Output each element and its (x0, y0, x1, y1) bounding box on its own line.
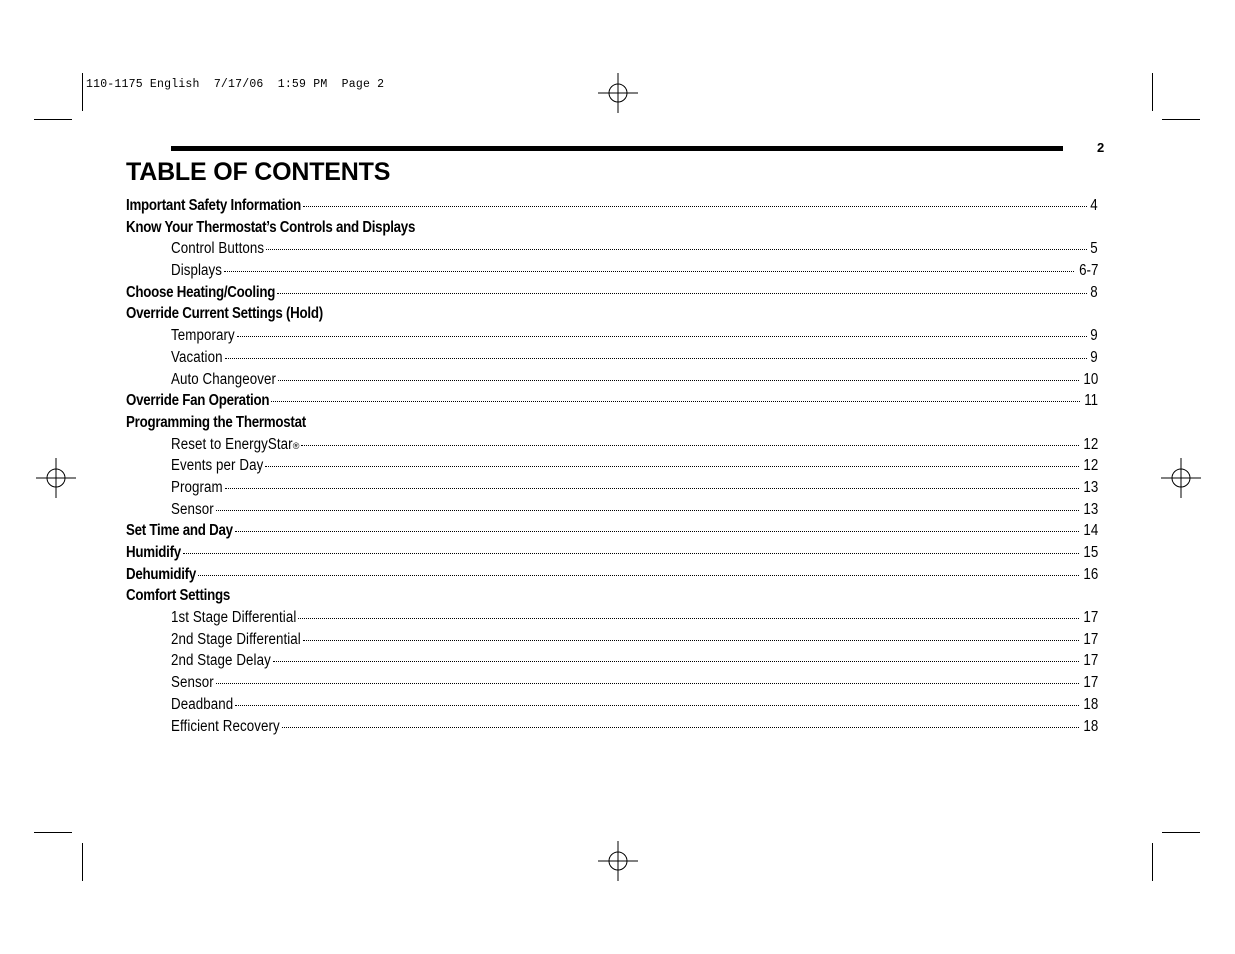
crop-mark-top-right-horizontal (1162, 119, 1200, 120)
dot-leader (282, 726, 1079, 728)
toc-entry-label: Displays (171, 262, 223, 280)
toc-entry-page: 17 (1083, 630, 1098, 648)
toc-entry (126, 520, 1098, 542)
toc-entry (126, 238, 1098, 260)
toc-entry (126, 282, 1098, 304)
dot-leader (266, 248, 1087, 250)
toc-entry (126, 499, 1098, 521)
toc-entry (126, 672, 1098, 694)
toc-entry-page: 12 (1083, 457, 1098, 475)
toc-entry-label: Temporary (171, 327, 235, 345)
toc-entry (126, 585, 1098, 607)
registration-mark-bottom-icon (598, 841, 638, 881)
toc-entry-page: 6-7 (1078, 262, 1098, 280)
header-rule (171, 146, 1063, 151)
dot-leader (265, 465, 1078, 467)
crop-mark-top-right-vertical (1152, 73, 1153, 111)
toc-entry-page: 10 (1083, 370, 1098, 388)
toc-entry-label: Deadband (171, 695, 234, 713)
dot-leader (303, 639, 1079, 641)
dot-leader (273, 660, 1079, 662)
toc-entry-page: 15 (1083, 544, 1098, 561)
registration-mark-top-icon (598, 73, 638, 113)
crop-mark-top-left-horizontal (34, 119, 72, 120)
toc-entry-page: 16 (1083, 565, 1098, 583)
toc-entry-page: 13 (1083, 478, 1098, 496)
registration-mark-left-icon (36, 458, 76, 498)
toc-entry (126, 260, 1098, 282)
toc-entry (126, 455, 1098, 477)
dot-leader (216, 682, 1079, 684)
toc-entry (126, 629, 1098, 651)
dot-leader (278, 379, 1079, 381)
crop-mark-bottom-right-vertical (1152, 843, 1153, 881)
dot-leader (198, 574, 1079, 576)
dot-leader (235, 530, 1079, 532)
toc-entry (126, 195, 1098, 217)
toc-entry (126, 217, 1098, 239)
print-slug: 110-1175 English 7/17/06 1:59 PM Page 2 (86, 78, 385, 91)
toc-entry (126, 542, 1098, 564)
toc-entry-page: 13 (1083, 500, 1098, 518)
toc-entry (126, 716, 1098, 738)
toc-entry-label: 2nd Stage Delay (171, 652, 271, 670)
dot-leader (225, 487, 1079, 489)
toc-entry (126, 347, 1098, 369)
table-of-contents (126, 195, 1098, 737)
toc-entry-page: 17 (1083, 609, 1098, 627)
toc-entry-label: Vacation (171, 348, 223, 366)
toc-entry-label: 1st Stage Differential (171, 609, 297, 627)
dot-leader (277, 292, 1087, 294)
dot-leader (298, 617, 1078, 619)
toc-entry-label: Efficient Recovery (171, 717, 280, 735)
toc-entry-page: 9 (1090, 327, 1098, 345)
toc-entry-label: Set Time and Day (126, 522, 233, 540)
toc-entry-page: 17 (1083, 652, 1098, 670)
toc-entry-label: Dehumidify (126, 565, 197, 583)
toc-entry-label: Choose Heating/Cooling (126, 283, 276, 301)
toc-entry-page: 18 (1083, 695, 1098, 713)
toc-entry-label: Events per Day (171, 457, 264, 475)
page-title: TABLE OF CONTENTS (126, 158, 391, 186)
toc-entry (126, 694, 1098, 716)
toc-entry (126, 325, 1098, 347)
toc-entry-label: Control Buttons (171, 240, 265, 258)
toc-entry-page: 17 (1083, 674, 1098, 692)
toc-entry-label: Important Safety Information (126, 197, 301, 214)
crop-mark-bottom-right-horizontal (1162, 832, 1200, 833)
dot-leader (303, 205, 1087, 207)
toc-entry-page: 12 (1083, 435, 1098, 453)
crop-mark-bottom-left-vertical (82, 843, 83, 881)
dot-leader (224, 270, 1073, 272)
toc-entry (126, 477, 1098, 499)
toc-entry-label: Sensor (171, 674, 214, 692)
toc-entry-page: 5 (1090, 240, 1098, 258)
toc-entry-label: Know Your Thermostat’s Controls and Displays (126, 218, 416, 236)
toc-entry-label: Override Current Settings (Hold) (126, 305, 323, 323)
toc-entry (126, 369, 1098, 391)
dot-leader (225, 357, 1088, 359)
crop-mark-bottom-left-horizontal (34, 832, 72, 833)
toc-entry: Reset to EnergyStar ® 12 (126, 434, 1098, 456)
dot-leader (301, 444, 1078, 446)
toc-entry-page: 14 (1083, 522, 1098, 540)
toc-entry-label: Comfort Settings (126, 587, 230, 605)
toc-entry-label: Humidify (126, 544, 181, 561)
toc-entry-page: 4 (1090, 197, 1098, 214)
dot-leader (237, 335, 1088, 337)
crop-mark-top-left-vertical (82, 73, 83, 111)
toc-entry-page: 11 (1084, 392, 1098, 410)
toc-entry-label: Reset to EnergyStar (171, 435, 293, 453)
toc-entry-label: Auto Changeover (171, 370, 277, 388)
registration-mark-right-icon (1161, 458, 1201, 498)
toc-entry (126, 390, 1098, 412)
toc-entry (126, 303, 1098, 325)
dot-leader (183, 552, 1079, 554)
toc-entry (126, 607, 1098, 629)
toc-entry-label: Override Fan Operation (126, 392, 270, 410)
toc-entry-page: 8 (1090, 283, 1098, 301)
toc-entry-label: 2nd Stage Differential (171, 630, 301, 648)
dot-leader (235, 704, 1078, 706)
toc-entry (126, 564, 1098, 586)
toc-entry-label: Sensor (171, 500, 214, 518)
dot-leader (271, 400, 1080, 402)
dot-leader (216, 509, 1079, 511)
toc-entry (126, 650, 1098, 672)
toc-entry-page: 9 (1090, 348, 1098, 366)
toc-entry-page: 18 (1083, 717, 1098, 735)
toc-entry-label: Program (171, 478, 223, 496)
toc-entry (126, 412, 1098, 434)
page-number: 2 (1097, 140, 1105, 155)
toc-entry-label: Programming the Thermostat (126, 413, 306, 431)
